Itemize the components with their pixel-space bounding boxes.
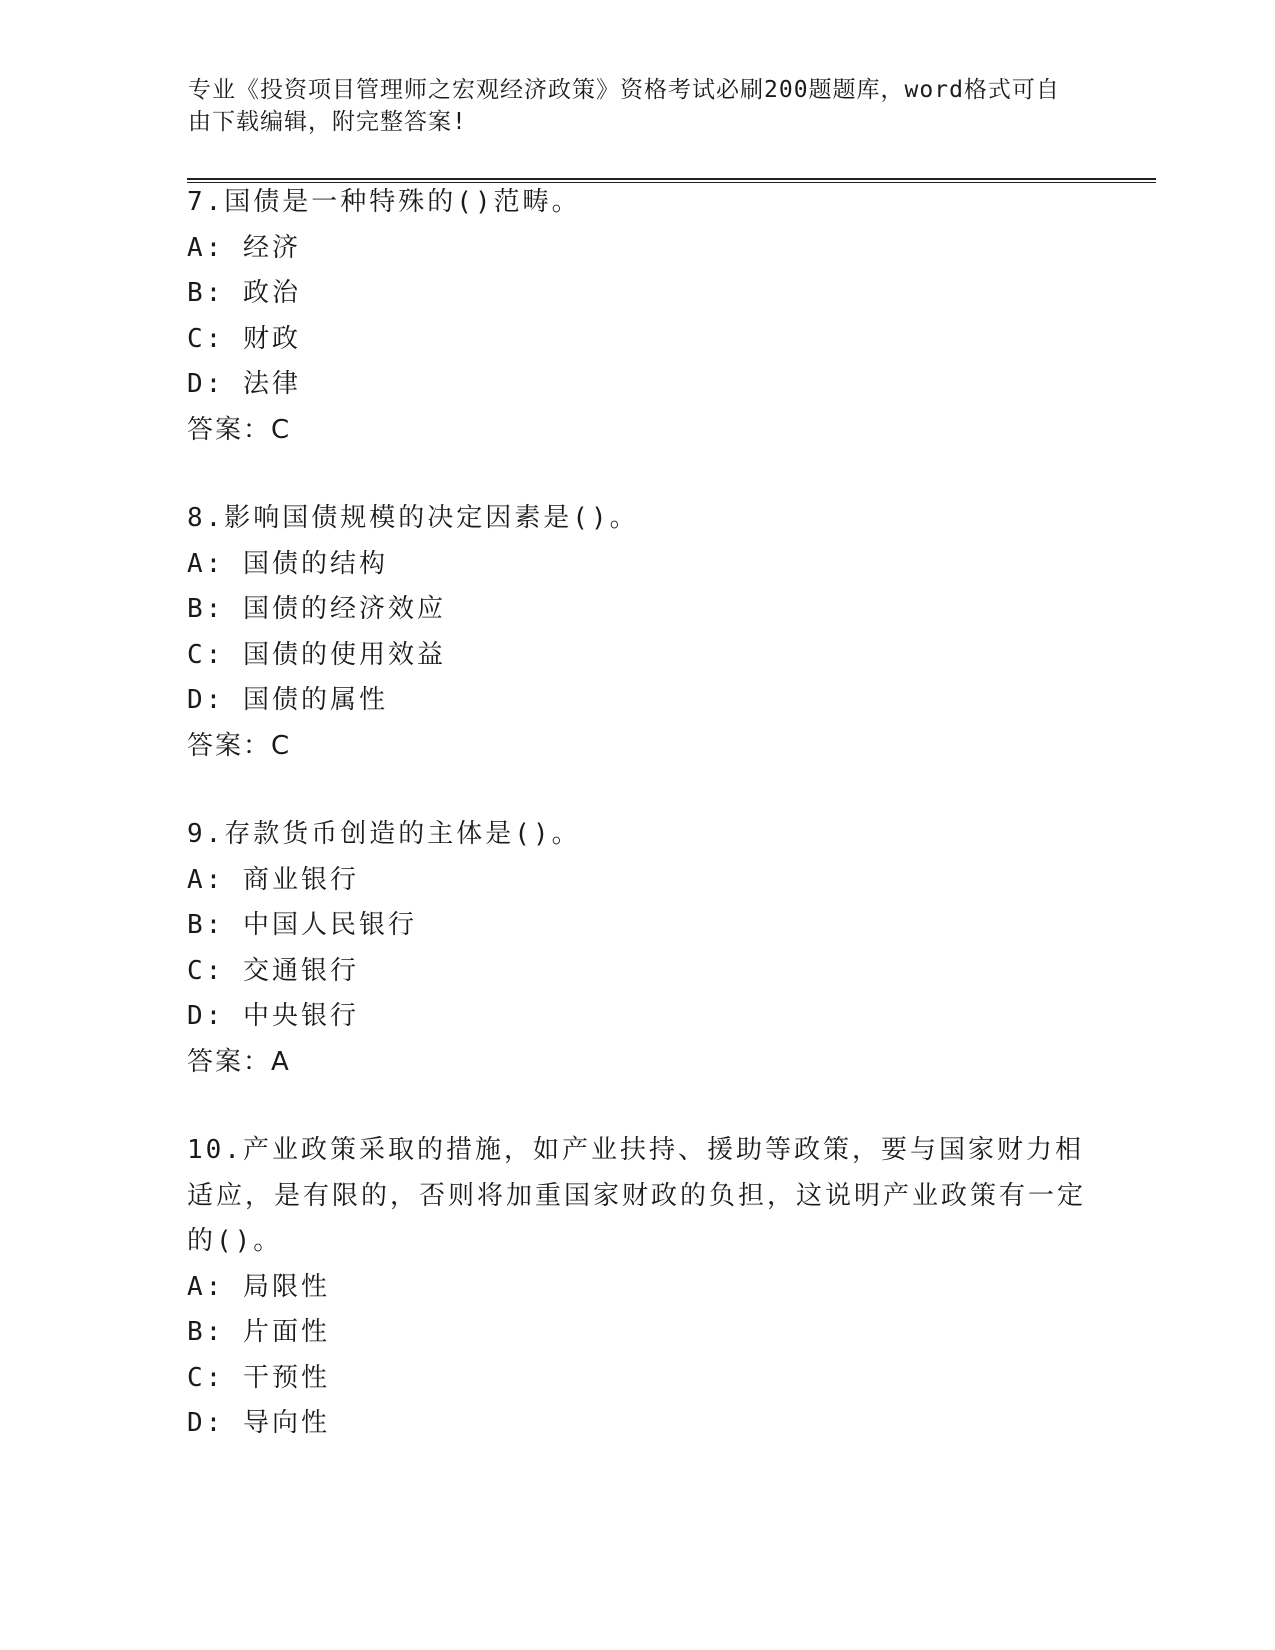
option-c: C: 财政 — [187, 323, 301, 354]
answer: 答案：C — [187, 730, 292, 761]
option-c: C: 国债的使用效益 — [187, 639, 446, 670]
document-header: 专业《投资项目管理师之宏观经济政策》资格考试必刷200题题库，word格式可自由下载编辑，附完整答案! — [188, 77, 1060, 135]
question-stem: 9.存款货币创造的主体是()。 — [187, 819, 581, 849]
question-stem: 10.产业政策采取的措施，如产业扶持、援助等政策，要与国家财力相适应，是有限的，否则将加重国家财政的负担，这说明产业政策有一定的()。 — [187, 1135, 1087, 1256]
answer: 答案：A — [187, 1046, 291, 1077]
option-c: C: 干预性 — [187, 1362, 330, 1393]
option-d: D: 法律 — [187, 369, 301, 399]
answer: 答案：C — [187, 414, 292, 445]
question-9 — [187, 812, 581, 1085]
option-b: B: 中国人民银行 — [187, 910, 417, 940]
question-stem: 8.影响国债规模的决定因素是()。 — [187, 503, 639, 533]
option-a: A: 经济 — [187, 232, 301, 263]
question-8 — [187, 496, 639, 769]
option-d: D: 中央银行 — [187, 1001, 359, 1031]
option-d: D: 导向性 — [187, 1408, 330, 1438]
option-a: A: 局限性 — [187, 1271, 330, 1302]
option-d: D: 国债的属性 — [187, 685, 388, 715]
option-b: B: 政治 — [187, 278, 301, 308]
option-b: B: 国债的经济效应 — [187, 594, 446, 624]
question-stem: 7.国债是一种特殊的()范畴。 — [187, 187, 581, 217]
question-10 — [187, 1128, 1087, 1447]
option-b: B: 片面性 — [187, 1317, 330, 1347]
option-c: C: 交通银行 — [187, 955, 359, 986]
option-a: A: 国债的结构 — [187, 548, 388, 579]
option-a: A: 商业银行 — [187, 864, 359, 895]
question-7 — [187, 180, 581, 453]
